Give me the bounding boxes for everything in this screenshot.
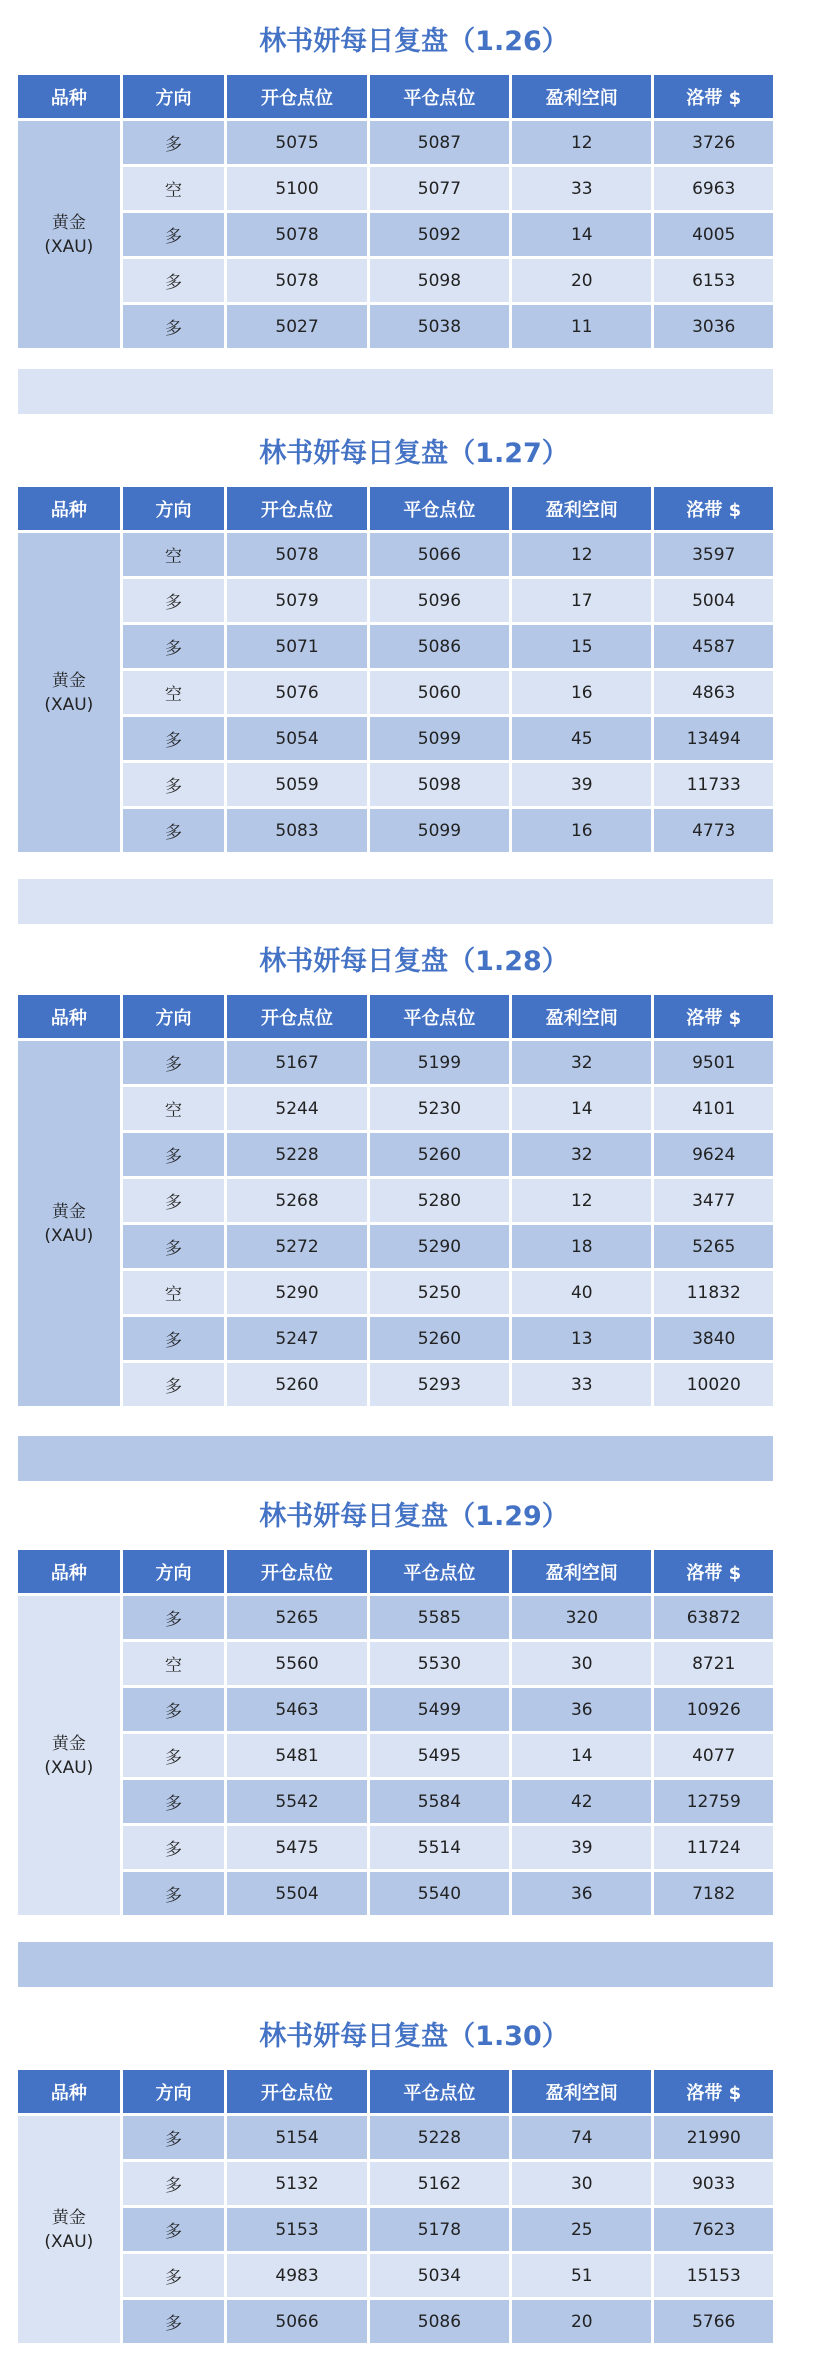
profit-cell: 39	[512, 1826, 651, 1869]
profit-cell: 16	[512, 809, 651, 852]
lot-profit-cell: 4587	[654, 625, 773, 668]
lot-profit-cell: 6153	[654, 259, 773, 302]
profit-cell: 18	[512, 1225, 651, 1268]
profit-cell: 40	[512, 1271, 651, 1314]
direction-cell: 多	[123, 1826, 225, 1869]
close-price-cell: 5060	[370, 671, 509, 714]
lot-profit-cell: 8721	[654, 1642, 773, 1685]
open-price-cell: 5268	[227, 1179, 366, 1222]
direction-cell: 多	[123, 1363, 225, 1406]
lot-profit-cell: 6963	[654, 167, 773, 210]
close-price-cell: 5290	[370, 1225, 509, 1268]
close-price-cell: 5584	[370, 1780, 509, 1823]
open-price-cell: 5560	[227, 1642, 366, 1685]
table-row	[18, 809, 773, 852]
lot-profit-cell: 4863	[654, 671, 773, 714]
header-row	[18, 487, 773, 530]
profit-cell: 32	[512, 1133, 651, 1176]
variety-cell	[18, 1041, 120, 1406]
variety-code: (XAU)	[44, 1757, 94, 1778]
variety-name: 黄金	[51, 2207, 86, 2228]
profit-cell: 39	[512, 763, 651, 806]
column-header: 品种	[18, 2070, 120, 2113]
lot-profit-cell: 10926	[654, 1688, 773, 1731]
variety-name: 黄金	[51, 212, 86, 233]
lot-profit-cell: 5265	[654, 1225, 773, 1268]
open-price-cell: 5078	[227, 259, 366, 302]
column-header: 盈利空间	[512, 75, 651, 118]
column-header: 平仓点位	[370, 487, 509, 530]
table-row	[18, 213, 773, 256]
profit-cell: 20	[512, 259, 651, 302]
header-row	[18, 75, 773, 118]
close-price-cell: 5038	[370, 305, 509, 348]
table-row	[18, 1363, 773, 1406]
lot-profit-cell: 5004	[654, 579, 773, 622]
profit-cell: 36	[512, 1872, 651, 1915]
profit-cell: 30	[512, 2162, 651, 2205]
table-row	[18, 121, 773, 164]
table-footer-bar	[18, 1942, 773, 1987]
close-price-cell: 5098	[370, 763, 509, 806]
profit-cell: 30	[512, 1642, 651, 1685]
open-price-cell: 5132	[227, 2162, 366, 2205]
open-price-cell: 4983	[227, 2254, 366, 2297]
direction-cell: 多	[123, 1179, 225, 1222]
column-header: 方向	[123, 1550, 225, 1593]
table-row	[18, 2208, 773, 2251]
direction-cell: 多	[123, 2208, 225, 2251]
profit-cell: 13	[512, 1317, 651, 1360]
column-header: 方向	[123, 2070, 225, 2113]
trade-table	[15, 2067, 776, 2346]
profit-cell: 45	[512, 717, 651, 760]
open-price-cell: 5481	[227, 1734, 366, 1777]
lot-profit-cell: 9501	[654, 1041, 773, 1084]
open-price-cell: 5100	[227, 167, 366, 210]
lot-profit-cell: 10020	[654, 1363, 773, 1406]
profit-cell: 11	[512, 305, 651, 348]
table-row	[18, 1271, 773, 1314]
open-price-cell: 5075	[227, 121, 366, 164]
direction-cell: 空	[123, 1642, 225, 1685]
direction-cell: 空	[123, 1087, 225, 1130]
profit-cell: 320	[512, 1596, 651, 1639]
column-header: 平仓点位	[370, 1550, 509, 1593]
direction-cell: 空	[123, 167, 225, 210]
open-price-cell: 5260	[227, 1363, 366, 1406]
close-price-cell: 5280	[370, 1179, 509, 1222]
column-header: 洛带 $	[654, 1550, 773, 1593]
table-row	[18, 1179, 773, 1222]
table-row	[18, 1826, 773, 1869]
trade-table	[15, 992, 776, 1409]
lot-profit-cell: 63872	[654, 1596, 773, 1639]
open-price-cell: 5463	[227, 1688, 366, 1731]
open-price-cell: 5272	[227, 1225, 366, 1268]
header-row	[18, 995, 773, 1038]
open-price-cell: 5265	[227, 1596, 366, 1639]
column-header: 方向	[123, 995, 225, 1038]
lot-profit-cell: 11724	[654, 1826, 773, 1869]
open-price-cell: 5083	[227, 809, 366, 852]
direction-cell: 多	[123, 2116, 225, 2159]
direction-cell: 多	[123, 1041, 225, 1084]
column-header: 开仓点位	[227, 75, 366, 118]
variety-cell	[18, 1596, 120, 1915]
open-price-cell: 5027	[227, 305, 366, 348]
variety-name: 黄金	[51, 1201, 86, 1222]
open-price-cell: 5244	[227, 1087, 366, 1130]
table-row	[18, 763, 773, 806]
open-price-cell: 5066	[227, 2300, 366, 2343]
column-header: 平仓点位	[370, 995, 509, 1038]
direction-cell: 多	[123, 259, 225, 302]
lot-profit-cell: 7182	[654, 1872, 773, 1915]
open-price-cell: 5076	[227, 671, 366, 714]
variety-code: (XAU)	[44, 1225, 94, 1246]
column-header: 洛带 $	[654, 75, 773, 118]
close-price-cell: 5162	[370, 2162, 509, 2205]
table-row	[18, 1225, 773, 1268]
open-price-cell: 5228	[227, 1133, 366, 1176]
table-row	[18, 625, 773, 668]
column-header: 盈利空间	[512, 487, 651, 530]
direction-cell: 空	[123, 1271, 225, 1314]
profit-cell: 25	[512, 2208, 651, 2251]
variety-code: (XAU)	[44, 236, 94, 257]
lot-profit-cell: 9033	[654, 2162, 773, 2205]
lot-profit-cell: 3597	[654, 533, 773, 576]
close-price-cell: 5086	[370, 625, 509, 668]
lot-profit-cell: 12759	[654, 1780, 773, 1823]
direction-cell: 多	[123, 717, 225, 760]
open-price-cell: 5071	[227, 625, 366, 668]
column-header: 品种	[18, 1550, 120, 1593]
profit-cell: 14	[512, 1734, 651, 1777]
table-row	[18, 717, 773, 760]
lot-profit-cell: 4101	[654, 1087, 773, 1130]
lot-profit-cell: 3840	[654, 1317, 773, 1360]
profit-cell: 12	[512, 1179, 651, 1222]
lot-profit-cell: 13494	[654, 717, 773, 760]
direction-cell: 多	[123, 1133, 225, 1176]
direction-cell: 多	[123, 1317, 225, 1360]
close-price-cell: 5178	[370, 2208, 509, 2251]
close-price-cell: 5293	[370, 1363, 509, 1406]
close-price-cell: 5495	[370, 1734, 509, 1777]
open-price-cell: 5078	[227, 533, 366, 576]
table-row	[18, 1872, 773, 1915]
variety-code: (XAU)	[44, 694, 94, 715]
direction-cell: 多	[123, 2254, 225, 2297]
close-price-cell: 5585	[370, 1596, 509, 1639]
column-header: 开仓点位	[227, 995, 366, 1038]
variety-cell	[18, 2116, 120, 2343]
direction-cell: 多	[123, 809, 225, 852]
open-price-cell: 5475	[227, 1826, 366, 1869]
column-header: 方向	[123, 75, 225, 118]
column-header: 品种	[18, 75, 120, 118]
lot-profit-cell: 11832	[654, 1271, 773, 1314]
header-row	[18, 1550, 773, 1593]
table-row	[18, 579, 773, 622]
close-price-cell: 5096	[370, 579, 509, 622]
table-row	[18, 259, 773, 302]
table-row	[18, 2116, 773, 2159]
lot-profit-cell: 3036	[654, 305, 773, 348]
open-price-cell: 5153	[227, 2208, 366, 2251]
column-header: 洛带 $	[654, 995, 773, 1038]
section-title: 林书妍每日复盘（1.28）	[259, 946, 569, 977]
close-price-cell: 5260	[370, 1133, 509, 1176]
close-price-cell: 5540	[370, 1872, 509, 1915]
close-price-cell: 5034	[370, 2254, 509, 2297]
column-header: 开仓点位	[227, 1550, 366, 1593]
lot-profit-cell: 7623	[654, 2208, 773, 2251]
direction-cell: 多	[123, 213, 225, 256]
direction-cell: 多	[123, 1734, 225, 1777]
open-price-cell: 5247	[227, 1317, 366, 1360]
section-title: 林书妍每日复盘（1.30）	[259, 2021, 569, 2052]
close-price-cell: 5077	[370, 167, 509, 210]
table-row	[18, 305, 773, 348]
table-row	[18, 533, 773, 576]
open-price-cell: 5054	[227, 717, 366, 760]
table-row	[18, 671, 773, 714]
profit-cell: 17	[512, 579, 651, 622]
column-header: 方向	[123, 487, 225, 530]
column-header: 品种	[18, 487, 120, 530]
lot-profit-cell: 21990	[654, 2116, 773, 2159]
close-price-cell: 5260	[370, 1317, 509, 1360]
column-header: 开仓点位	[227, 2070, 366, 2113]
profit-cell: 74	[512, 2116, 651, 2159]
column-header: 洛带 $	[654, 487, 773, 530]
direction-cell: 多	[123, 763, 225, 806]
column-header: 开仓点位	[227, 487, 366, 530]
lot-profit-cell: 4773	[654, 809, 773, 852]
close-price-cell: 5530	[370, 1642, 509, 1685]
variety-name: 黄金	[51, 1733, 86, 1754]
column-header: 盈利空间	[512, 2070, 651, 2113]
table-footer-bar	[18, 369, 773, 414]
table-row	[18, 1041, 773, 1084]
direction-cell: 多	[123, 1780, 225, 1823]
table-row	[18, 1642, 773, 1685]
profit-cell: 16	[512, 671, 651, 714]
lot-profit-cell: 3726	[654, 121, 773, 164]
table-row	[18, 167, 773, 210]
section-title: 林书妍每日复盘（1.26）	[259, 26, 569, 57]
table-row	[18, 1087, 773, 1130]
open-price-cell: 5154	[227, 2116, 366, 2159]
lot-profit-cell: 15153	[654, 2254, 773, 2297]
table-row	[18, 2300, 773, 2343]
table-footer-bar	[18, 1436, 773, 1481]
close-price-cell: 5098	[370, 259, 509, 302]
profit-cell: 33	[512, 1363, 651, 1406]
table-row	[18, 1780, 773, 1823]
profit-cell: 42	[512, 1780, 651, 1823]
direction-cell: 多	[123, 2300, 225, 2343]
open-price-cell: 5542	[227, 1780, 366, 1823]
open-price-cell: 5290	[227, 1271, 366, 1314]
table-row	[18, 1596, 773, 1639]
close-price-cell: 5099	[370, 809, 509, 852]
section-title: 林书妍每日复盘（1.27）	[259, 438, 569, 469]
direction-cell: 多	[123, 1225, 225, 1268]
direction-cell: 多	[123, 1872, 225, 1915]
lot-profit-cell: 5766	[654, 2300, 773, 2343]
table-row	[18, 1688, 773, 1731]
close-price-cell: 5099	[370, 717, 509, 760]
profit-cell: 51	[512, 2254, 651, 2297]
header-row	[18, 2070, 773, 2113]
close-price-cell: 5499	[370, 1688, 509, 1731]
profit-cell: 12	[512, 533, 651, 576]
direction-cell: 空	[123, 671, 225, 714]
close-price-cell: 5092	[370, 213, 509, 256]
table-row	[18, 1133, 773, 1176]
profit-cell: 14	[512, 1087, 651, 1130]
close-price-cell: 5086	[370, 2300, 509, 2343]
profit-cell: 32	[512, 1041, 651, 1084]
profit-cell: 15	[512, 625, 651, 668]
profit-cell: 14	[512, 213, 651, 256]
direction-cell: 多	[123, 2162, 225, 2205]
table-row	[18, 1734, 773, 1777]
column-header: 盈利空间	[512, 995, 651, 1038]
table-row	[18, 2162, 773, 2205]
profit-cell: 12	[512, 121, 651, 164]
lot-profit-cell: 4077	[654, 1734, 773, 1777]
direction-cell: 多	[123, 305, 225, 348]
direction-cell: 多	[123, 1596, 225, 1639]
column-header: 品种	[18, 995, 120, 1038]
column-header: 平仓点位	[370, 75, 509, 118]
trade-table	[15, 1547, 776, 1918]
close-price-cell: 5228	[370, 2116, 509, 2159]
column-header: 洛带 $	[654, 2070, 773, 2113]
lot-profit-cell: 11733	[654, 763, 773, 806]
direction-cell: 空	[123, 533, 225, 576]
direction-cell: 多	[123, 1688, 225, 1731]
lot-profit-cell: 4005	[654, 213, 773, 256]
column-header: 盈利空间	[512, 1550, 651, 1593]
close-price-cell: 5066	[370, 533, 509, 576]
table-row	[18, 1317, 773, 1360]
lot-profit-cell: 3477	[654, 1179, 773, 1222]
table-row	[18, 2254, 773, 2297]
close-price-cell: 5087	[370, 121, 509, 164]
direction-cell: 多	[123, 625, 225, 668]
open-price-cell: 5078	[227, 213, 366, 256]
trade-table	[15, 72, 776, 351]
close-price-cell: 5514	[370, 1826, 509, 1869]
trade-table	[15, 484, 776, 855]
variety-code: (XAU)	[44, 2231, 94, 2252]
lot-profit-cell: 9624	[654, 1133, 773, 1176]
close-price-cell: 5250	[370, 1271, 509, 1314]
variety-cell	[18, 121, 120, 348]
open-price-cell: 5059	[227, 763, 366, 806]
close-price-cell: 5199	[370, 1041, 509, 1084]
variety-name: 黄金	[51, 670, 86, 691]
open-price-cell: 5079	[227, 579, 366, 622]
profit-cell: 20	[512, 2300, 651, 2343]
variety-cell	[18, 533, 120, 852]
profit-cell: 36	[512, 1688, 651, 1731]
open-price-cell: 5504	[227, 1872, 366, 1915]
section-title: 林书妍每日复盘（1.29）	[259, 1501, 569, 1532]
column-header: 平仓点位	[370, 2070, 509, 2113]
table-footer-bar	[18, 879, 773, 924]
open-price-cell: 5167	[227, 1041, 366, 1084]
direction-cell: 多	[123, 121, 225, 164]
direction-cell: 多	[123, 579, 225, 622]
profit-cell: 33	[512, 167, 651, 210]
close-price-cell: 5230	[370, 1087, 509, 1130]
